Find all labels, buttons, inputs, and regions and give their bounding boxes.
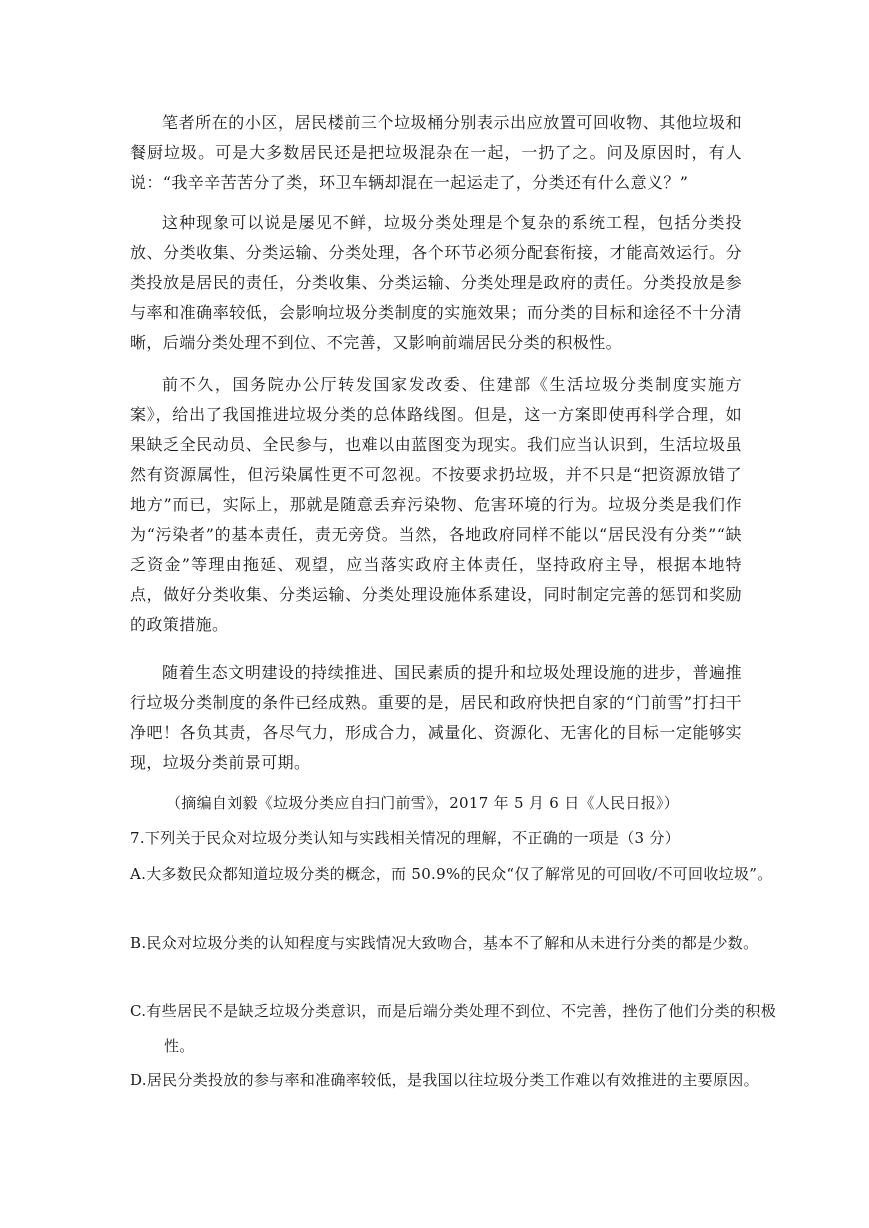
answer-option-c: C.有些居民不是缺乏垃圾分类意识，而是后端分类处理不到位、不完善，挫伤了他们分类的积极性。 <box>130 1002 776 1055</box>
article-source-citation: （摘编自刘毅《垃圾分类应自扫门前雪》，2017 年 5 月 6 日《人民日报》） <box>166 794 680 812</box>
answer-option-a: A.大多数民众都知道垃圾分类的概念，而 50.9%的民众“仅了解常见的可回收/不可回收垃圾”。 <box>130 865 773 883</box>
article-paragraph-3: 前不久，国务院办公厅转发国家发改委、住建部《生活垃圾分类制度实施方案》，给出了我国推进垃圾分类的总体路线图。但是，这一方案即使再科学合理，如果缺乏全民动员、全民参与，也难以由蓝图变为现实。我们应当认识到，生活垃圾虽然有资源属性，但污染属性更不可忽视。不按要求扔垃圾，并不只是“把资源放错了地方”而已，实际上，那就是随意丢弃污染物、危害环境的行为。垃圾分类是我们作为“污染者”的基本责任，责无旁贷。当然，各地政府同样不能以“居民没有分类”“缺乏资金”等理由拖延、观望，应当落实政府主体责任，坚持政府主导，根据本地特点，做好分类收集、分类运输、分类处理设施体系建设，同时制定完善的惩罚和奖励的政策措施。 <box>130 375 742 634</box>
answer-option-d: D.居民分类投放的参与率和准确率较低，是我国以往垃圾分类工作难以有效推进的主要原因。 <box>130 1071 759 1089</box>
article-paragraph-1: 笔者所在的小区，居民楼前三个垃圾桶分别表示出应放置可回收物、其他垃圾和餐厨垃圾。可是大多数居民还是把垃圾混杂在一起，一扔了之。问及原因时，有人说：“我辛辛苦苦分了类，环卫车辆却混在一起运走了，分类还有什么意义？” <box>130 113 742 192</box>
article-paragraph-2: 这种现象可以说是屡见不鲜，垃圾分类处理是个复杂的系统工程，包括分类投放、分类收集、分类运输、分类处理，各个环节必须分配套衔接，才能高效运行。分类投放是居民的责任，分类收集、分类运输、分类处理是政府的责任。分类投放是参与率和准确率较低，会影响垃圾分类制度的实施效果；而分类的目标和途径不十分清晰，后端分类处理不到位、不完善，又影响前端居民分类的积极性。 <box>130 213 742 352</box>
article-paragraph-4: 随着生态文明建设的持续推进、国民素质的提升和垃圾处理设施的进步，普遍推行垃圾分类制度的条件已经成熟。重要的是，居民和政府快把自家的“门前雪”打扫干净吧！各负其责，各尽气力，形成合力，减量化、资源化、无害化的目标一定能够实现，垃圾分类前景可期。 <box>130 663 742 772</box>
answer-option-b: B.民众对垃圾分类的认知程度与实践情况大致吻合，基本不了解和从未进行分类的都是少数。 <box>130 934 759 952</box>
question-stem: 7.下列关于民众对垃圾分类认知与实践相关情况的理解，不正确的一项是（3 分） <box>130 829 681 847</box>
